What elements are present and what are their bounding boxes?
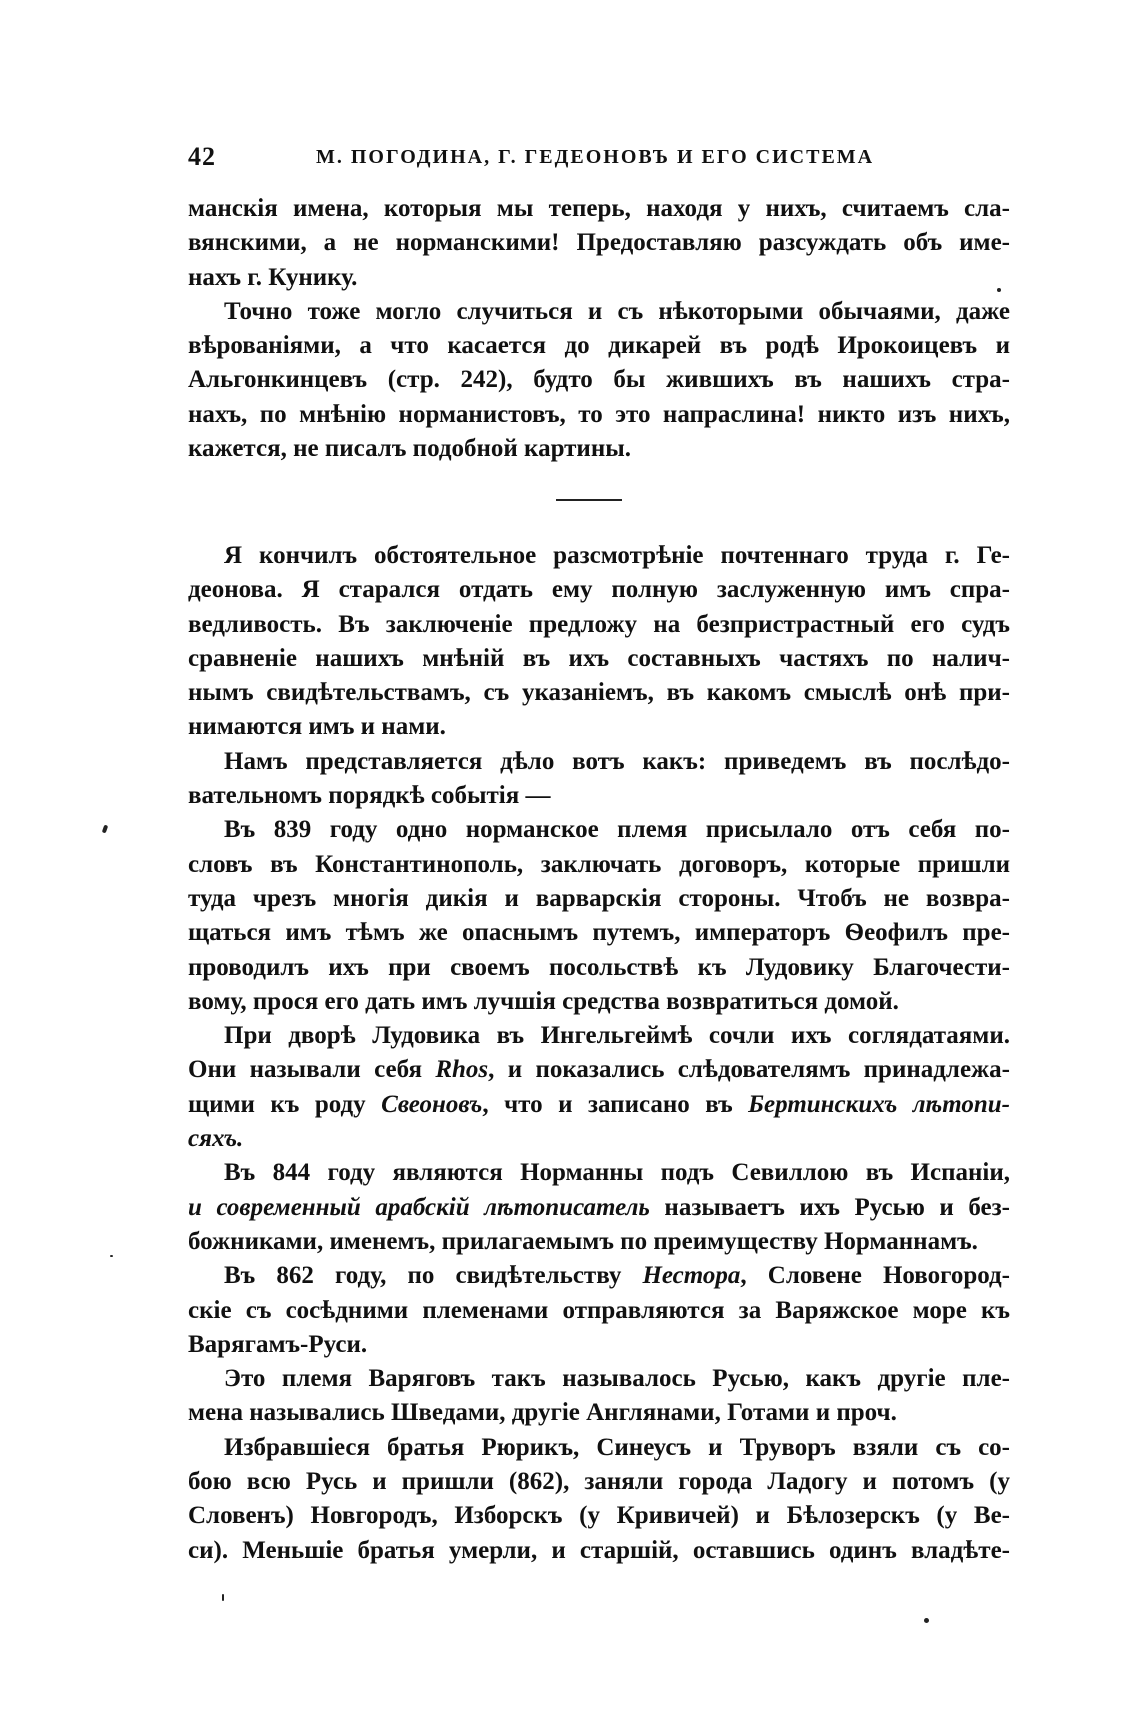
text-line: манскія имена, которыя мы теперь, находя у нихъ, считаемъ сла-: [188, 195, 1010, 222]
text-line: Это племя Варяговъ такъ называлось Русью, какъ другіе пле-: [224, 1365, 1010, 1393]
italic-term-arab-chronicler: и современный арабскій лѣтописатель: [188, 1193, 650, 1221]
text-fragment: Въ 862 году, по свидѣтельству: [224, 1262, 643, 1290]
text-line: сравненіе нашихъ мнѣній въ ихъ составныхъ частяхъ по налич-: [188, 644, 1010, 672]
text-line: мена назывались Шведами, другіе Англянами, Готами и проч.: [188, 1399, 897, 1427]
text-line: Альгонкинцевъ (стр. 242), будто бы жившихъ въ нашихъ стра-: [188, 366, 1010, 394]
text-fragment: , Словене Новогород-: [740, 1262, 1010, 1290]
text-line: Варягамъ-Руси.: [188, 1330, 368, 1358]
scan-speck: [110, 1255, 113, 1257]
text-fragment: , и показались слѣдователямъ принадлежа-: [488, 1056, 1010, 1084]
text-line: нахъ г. Кунику.: [188, 263, 358, 291]
text-line: проводилъ ихъ при своемъ посольствѣ къ Лудовику Благочести-: [188, 953, 1010, 981]
italic-term-nestor: Нестора: [642, 1262, 741, 1290]
text-block-1: [188, 192, 1010, 466]
text-line: Въ 839 году одно норманское племя присылало отъ себя по-: [224, 816, 1010, 844]
scan-speck: [924, 1618, 929, 1623]
text-line: Избравшіеся братья Рюрикъ, Синеусъ и Труворъ взяли съ со-: [224, 1433, 1010, 1461]
text-line: бою всю Русь и пришли (862), заняли города Ладогу и потомъ (у: [188, 1468, 1010, 1496]
text-line: [188, 1122, 1010, 1156]
text-fragment: , что и записано въ: [482, 1090, 749, 1118]
scan-speck: [102, 825, 108, 834]
scan-speck: [997, 288, 1001, 292]
text-line: Словенъ) Новгородъ, Изборскъ (у Кривичей) и Бѣлозерскъ (у Ве-: [188, 1502, 1010, 1530]
text-line: нимаются имъ и нами.: [188, 713, 446, 741]
text-line: си). Меньшіе братья умерли, и старшій, оставшись одинъ владѣте-: [188, 1536, 1010, 1564]
text-line: [188, 1259, 1010, 1293]
text-line: скіе съ сосѣдними племенами отправляются за Варяжское море къ: [188, 1296, 1010, 1324]
running-title: М. ПОГОДИНА, Г. ГЕДЕОНОВЪ И ЕГО СИСТЕМА: [316, 146, 875, 168]
text-block-2: [188, 539, 1010, 1568]
text-fragment: называетъ ихъ Русью и без-: [649, 1193, 1010, 1221]
text-line: божниками, именемъ, прилагаемымъ по преимуществу Норманнамъ.: [188, 1227, 978, 1255]
text-line: вому, прося его дать имъ лучшія средства возвратиться домой.: [188, 987, 899, 1015]
italic-term-sveonov: Свеоновъ: [381, 1090, 483, 1118]
text-line: [188, 1088, 1010, 1122]
text-fragment: Они называли себя: [188, 1056, 436, 1084]
text-line: вѣрованіями, а что касается до дикарей въ родѣ Ирокоицевъ и: [188, 332, 1010, 360]
text-line: Я кончилъ обстоятельное разсмотрѣніе почтеннаго труда г. Ге-: [224, 542, 1010, 569]
text-line: словъ въ Константинополь, заключать договоръ, которые пришли: [188, 850, 1010, 878]
text-line: вательномъ порядкѣ событія —: [188, 782, 551, 810]
text-line: Намъ представляется дѣло вотъ какъ: приведемъ въ послѣдо-: [224, 747, 1010, 775]
text-line: туда чрезъ многія дикія и варварскія стороны. Чтобъ не возвра-: [188, 884, 1010, 912]
text-line: щаться имъ тѣмъ же опаснымъ путемъ, императоръ Ѳеофилъ пре-: [188, 919, 1010, 947]
page-header: [188, 142, 1010, 178]
text-line: ведливость. Въ заключеніе предложу на безпристрастный его судъ: [188, 610, 1010, 638]
page-number: 42: [188, 142, 216, 171]
section-divider: [556, 499, 622, 501]
italic-term-syakh: сяхъ.: [188, 1125, 244, 1153]
text-line: [188, 1053, 1010, 1087]
text-line: Въ 844 году являются Норманны подъ Севиллою въ Испаніи,: [224, 1159, 1010, 1187]
text-line: деонова. Я старался отдать ему полную заслуженную имъ спра-: [188, 576, 1010, 604]
text-line: нымъ свидѣтельствамъ, съ указаніемъ, въ какомъ смыслѣ онѣ при-: [188, 679, 1010, 707]
text-line: нахъ, по мнѣнію норманистовъ, то это напраслина! никто изъ нихъ,: [188, 400, 1010, 428]
text-line: кажется, не писалъ подобной картины.: [188, 435, 632, 463]
italic-term-bertin: Бертинскихъ лѣтопи-: [748, 1090, 1010, 1118]
text-line: [188, 1191, 1010, 1225]
text-fragment: щими къ роду: [188, 1090, 382, 1118]
italic-term-rhos: Rhos: [435, 1056, 489, 1084]
text-line: При дворѣ Лудовика въ Ингельгеймѣ сочли ихъ соглядатаями.: [224, 1022, 1010, 1050]
scan-speck: [222, 1594, 224, 1601]
text-line: вянскими, а не норманскими! Предоставляю разсуждать объ име-: [188, 229, 1010, 257]
text-line: Точно тоже могло случиться и съ нѣкоторыми обычаями, даже: [224, 297, 1010, 325]
